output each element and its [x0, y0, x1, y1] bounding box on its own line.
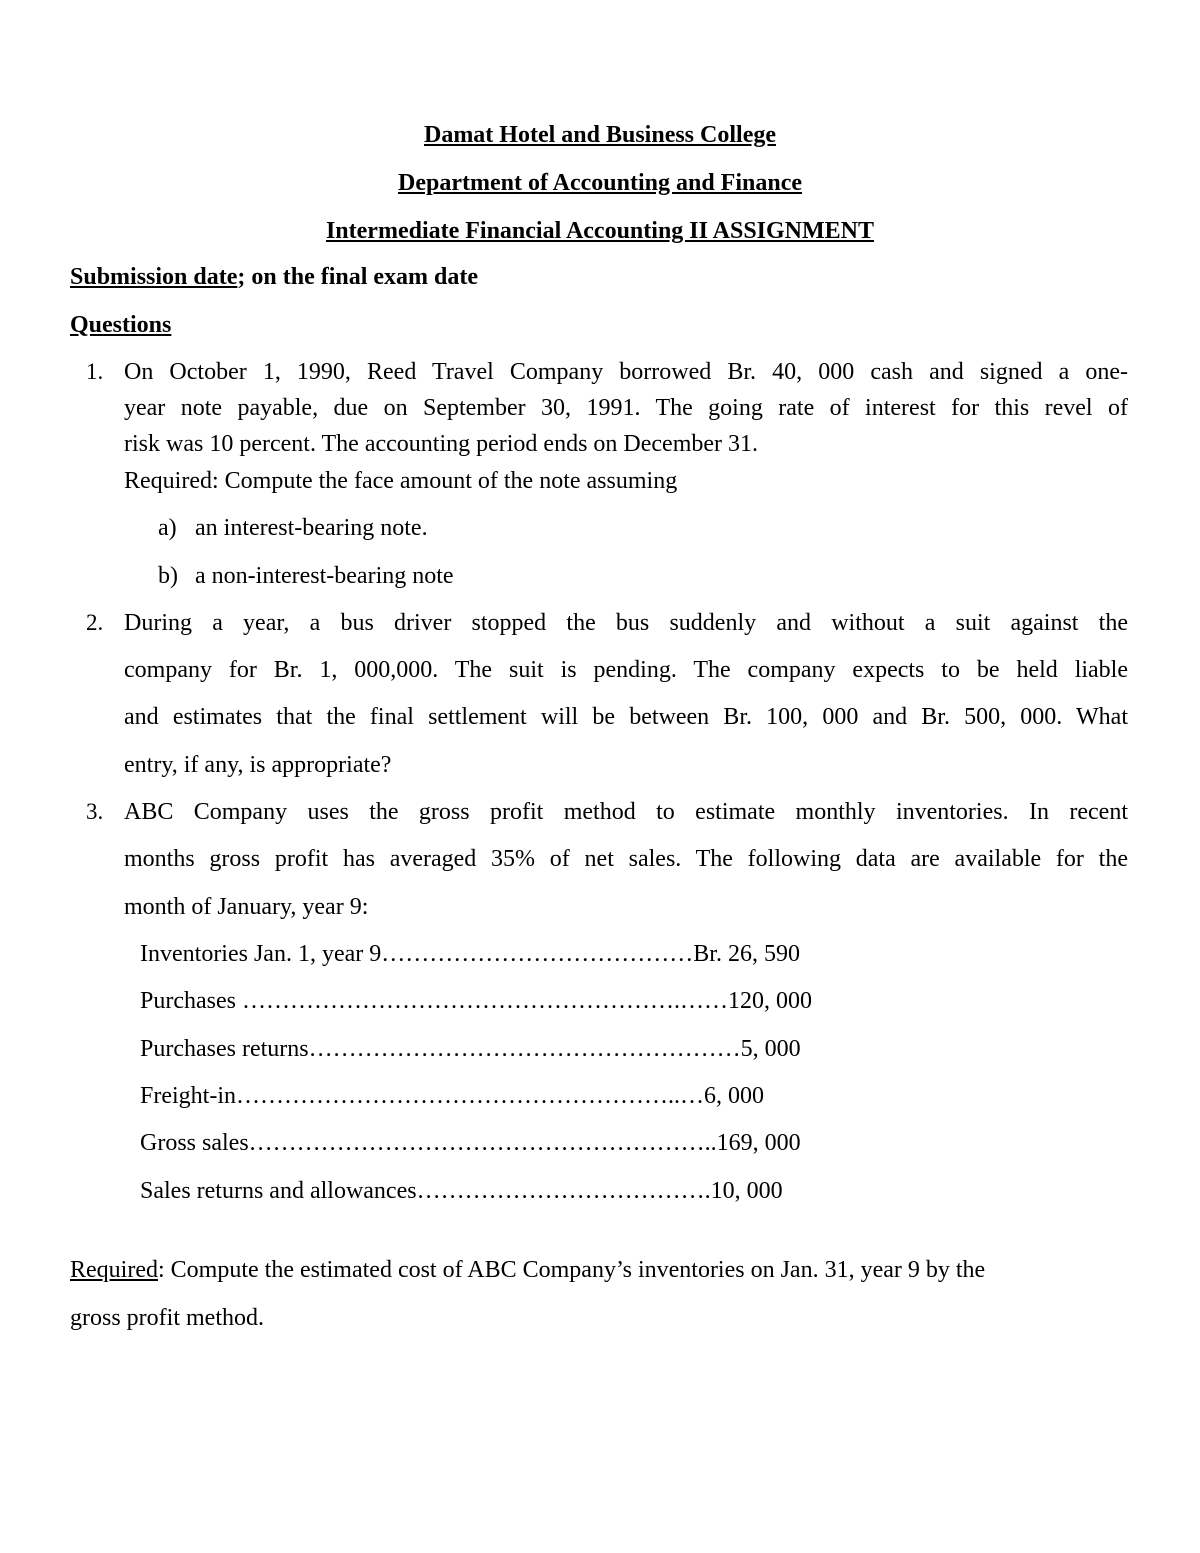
college-title: Damat Hotel and Business College [423, 122, 776, 148]
question-2-line: company for Br. 1, 000,000. The suit is pending. The company expects to be held liable [124, 657, 1128, 683]
question-1-required: Required: Compute the face amount of the note assuming [124, 468, 678, 494]
question-1-part-letter: a) [158, 515, 177, 541]
inventory-row: Gross sales…………………………………………………..169, 000 [140, 1130, 801, 1156]
question-1-line: On October 1, 1990, Reed Travel Company borrowed Br. 40, 000 cash and signed a one- [124, 359, 1128, 385]
question-1-part-letter: b) [158, 563, 178, 589]
question-2-number: 2. [86, 610, 104, 635]
question-3-line: months gross profit has averaged 35% of net sales. The following data are available for the [124, 846, 1128, 872]
questions-heading: Questions [70, 312, 172, 338]
question-2-line: and estimates that the final settlement will be between Br. 100, 000 and Br. 500, 000. What [124, 704, 1128, 730]
inventory-row: Inventories Jan. 1, year 9…………………………………Br. 26, 590 [140, 941, 800, 967]
question-1-part-text: an interest-bearing note. [195, 515, 428, 541]
question-3-line: month of January, year 9: [124, 894, 369, 920]
inventory-row: Purchases returns………………………………………………5, 000 [140, 1036, 801, 1062]
department-title: Department of Accounting and Finance [398, 170, 802, 196]
inventory-row: Freight-in………………………………………………..…6, 000 [140, 1083, 764, 1109]
final-required-line: gross profit method. [70, 1305, 264, 1331]
submission-line: Submission date; on the final exam date [70, 264, 479, 290]
question-1-part-text: a non-interest-bearing note [195, 563, 454, 589]
question-1-number: 1. [86, 359, 104, 384]
question-2-line: entry, if any, is appropriate? [124, 752, 392, 778]
final-required-line: Required: Compute the estimated cost of ABC Company’s inventories on Jan. 31, year 9 by the [70, 1257, 986, 1283]
question-1-line: year note payable, due on September 30, 1991. The going rate of interest for this revel of [124, 395, 1128, 421]
question-3-line: ABC Company uses the gross profit method to estimate monthly inventories. In recent [124, 799, 1128, 825]
required-label: Required [70, 1257, 158, 1283]
inventory-row: Sales returns and allowances……………………………….10, 000 [140, 1178, 783, 1204]
question-1-line: risk was 10 percent. The accounting period ends on December 31. [124, 431, 759, 457]
question-2-line: During a year, a bus driver stopped the bus suddenly and without a suit against the [124, 610, 1128, 636]
question-3-number: 3. [86, 799, 104, 824]
inventory-row: Purchases ……………………………………………….……120, 000 [140, 988, 812, 1014]
course-title: Intermediate Financial Accounting II ASSIGNMENT [325, 218, 875, 244]
